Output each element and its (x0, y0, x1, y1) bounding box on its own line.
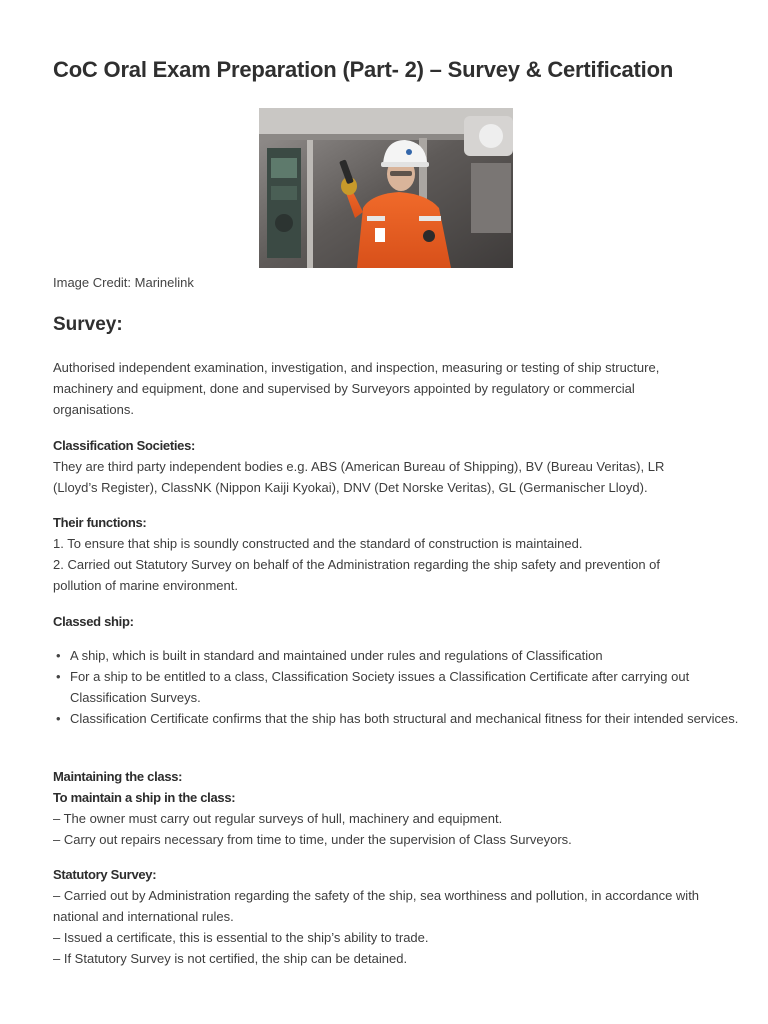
maintaining-item-2: – Carry out repairs necessary from time to time, under the supervision of Class Surveyors. (53, 832, 572, 847)
statutory-survey-label: Statutory Survey: (53, 867, 157, 882)
statutory-survey-block (53, 864, 713, 969)
function-item-1: 1. To ensure that ship is soundly constructed and the standard of construction is maintained. (53, 536, 583, 551)
article-title: CoC Oral Exam Preparation (Part- 2) – Survey & Certification (53, 57, 674, 82)
maintaining-item-1: – The owner must carry out regular surveys of hull, machinery and equipment. (53, 811, 503, 826)
classification-societies-text: They are third party independent bodies e.g. ABS (American Bureau of Shipping), BV (Bureau Veritas), LR (Lloyd’s Register), ClassNK (Nippon Kaiji Kyokai), DNV (Det Norske Veritas), GL (Germanischer Lloyd). (53, 459, 665, 495)
hero-image-surveyor (259, 108, 513, 268)
survey-heading: Survey: (53, 314, 123, 335)
survey-definition-text: Authorised independent examination, investigation, and inspection, measuring or testing of ship structure, machinery and equipment, done and supervised by Surveyors appointed by regulatory or commercial organisations. (53, 360, 660, 417)
bullet-item: • For a ship to be entitled to a class, Classification Society issues a Classification Certificate after carrying out Classification Surveys. (70, 666, 750, 708)
functions-block (53, 512, 698, 596)
surveyor-photo-illustration (259, 108, 513, 268)
classification-societies-block (53, 435, 693, 498)
function-item-2: 2. Carried out Statutory Survey on behalf of the Administration regarding the ship safety and prevention of pollution of marine environment. (53, 557, 661, 593)
maintaining-class-block (53, 766, 713, 850)
bullet-item: • A ship, which is built in standard and maintained under rules and regulations of Classification (70, 645, 750, 666)
classed-ship-bullet-list (53, 645, 750, 729)
survey-definition (53, 357, 693, 420)
statutory-item-3: – If Statutory Survey is not certified, the ship can be detained. (53, 951, 408, 966)
maintaining-class-sublabel: To maintain a ship in the class: (53, 790, 236, 805)
image-credit: Image Credit: Marinelink (53, 275, 194, 290)
classed-ship-block (53, 611, 134, 632)
classed-ship-label: Classed ship: (53, 614, 134, 629)
statutory-item-1: – Carried out by Administration regarding the safety of the ship, sea worthiness and pollution, in accordance with national and international rules. (53, 888, 700, 924)
functions-label: Their functions: (53, 515, 147, 530)
bullet-item: • Classification Certificate confirms that the ship has both structural and mechanical fitness for their intended services. (70, 708, 750, 729)
maintaining-class-label: Maintaining the class: (53, 769, 183, 784)
classification-societies-label: Classification Societies: (53, 438, 196, 453)
statutory-item-2: – Issued a certificate, this is essential to the ship’s ability to trade. (53, 930, 429, 945)
